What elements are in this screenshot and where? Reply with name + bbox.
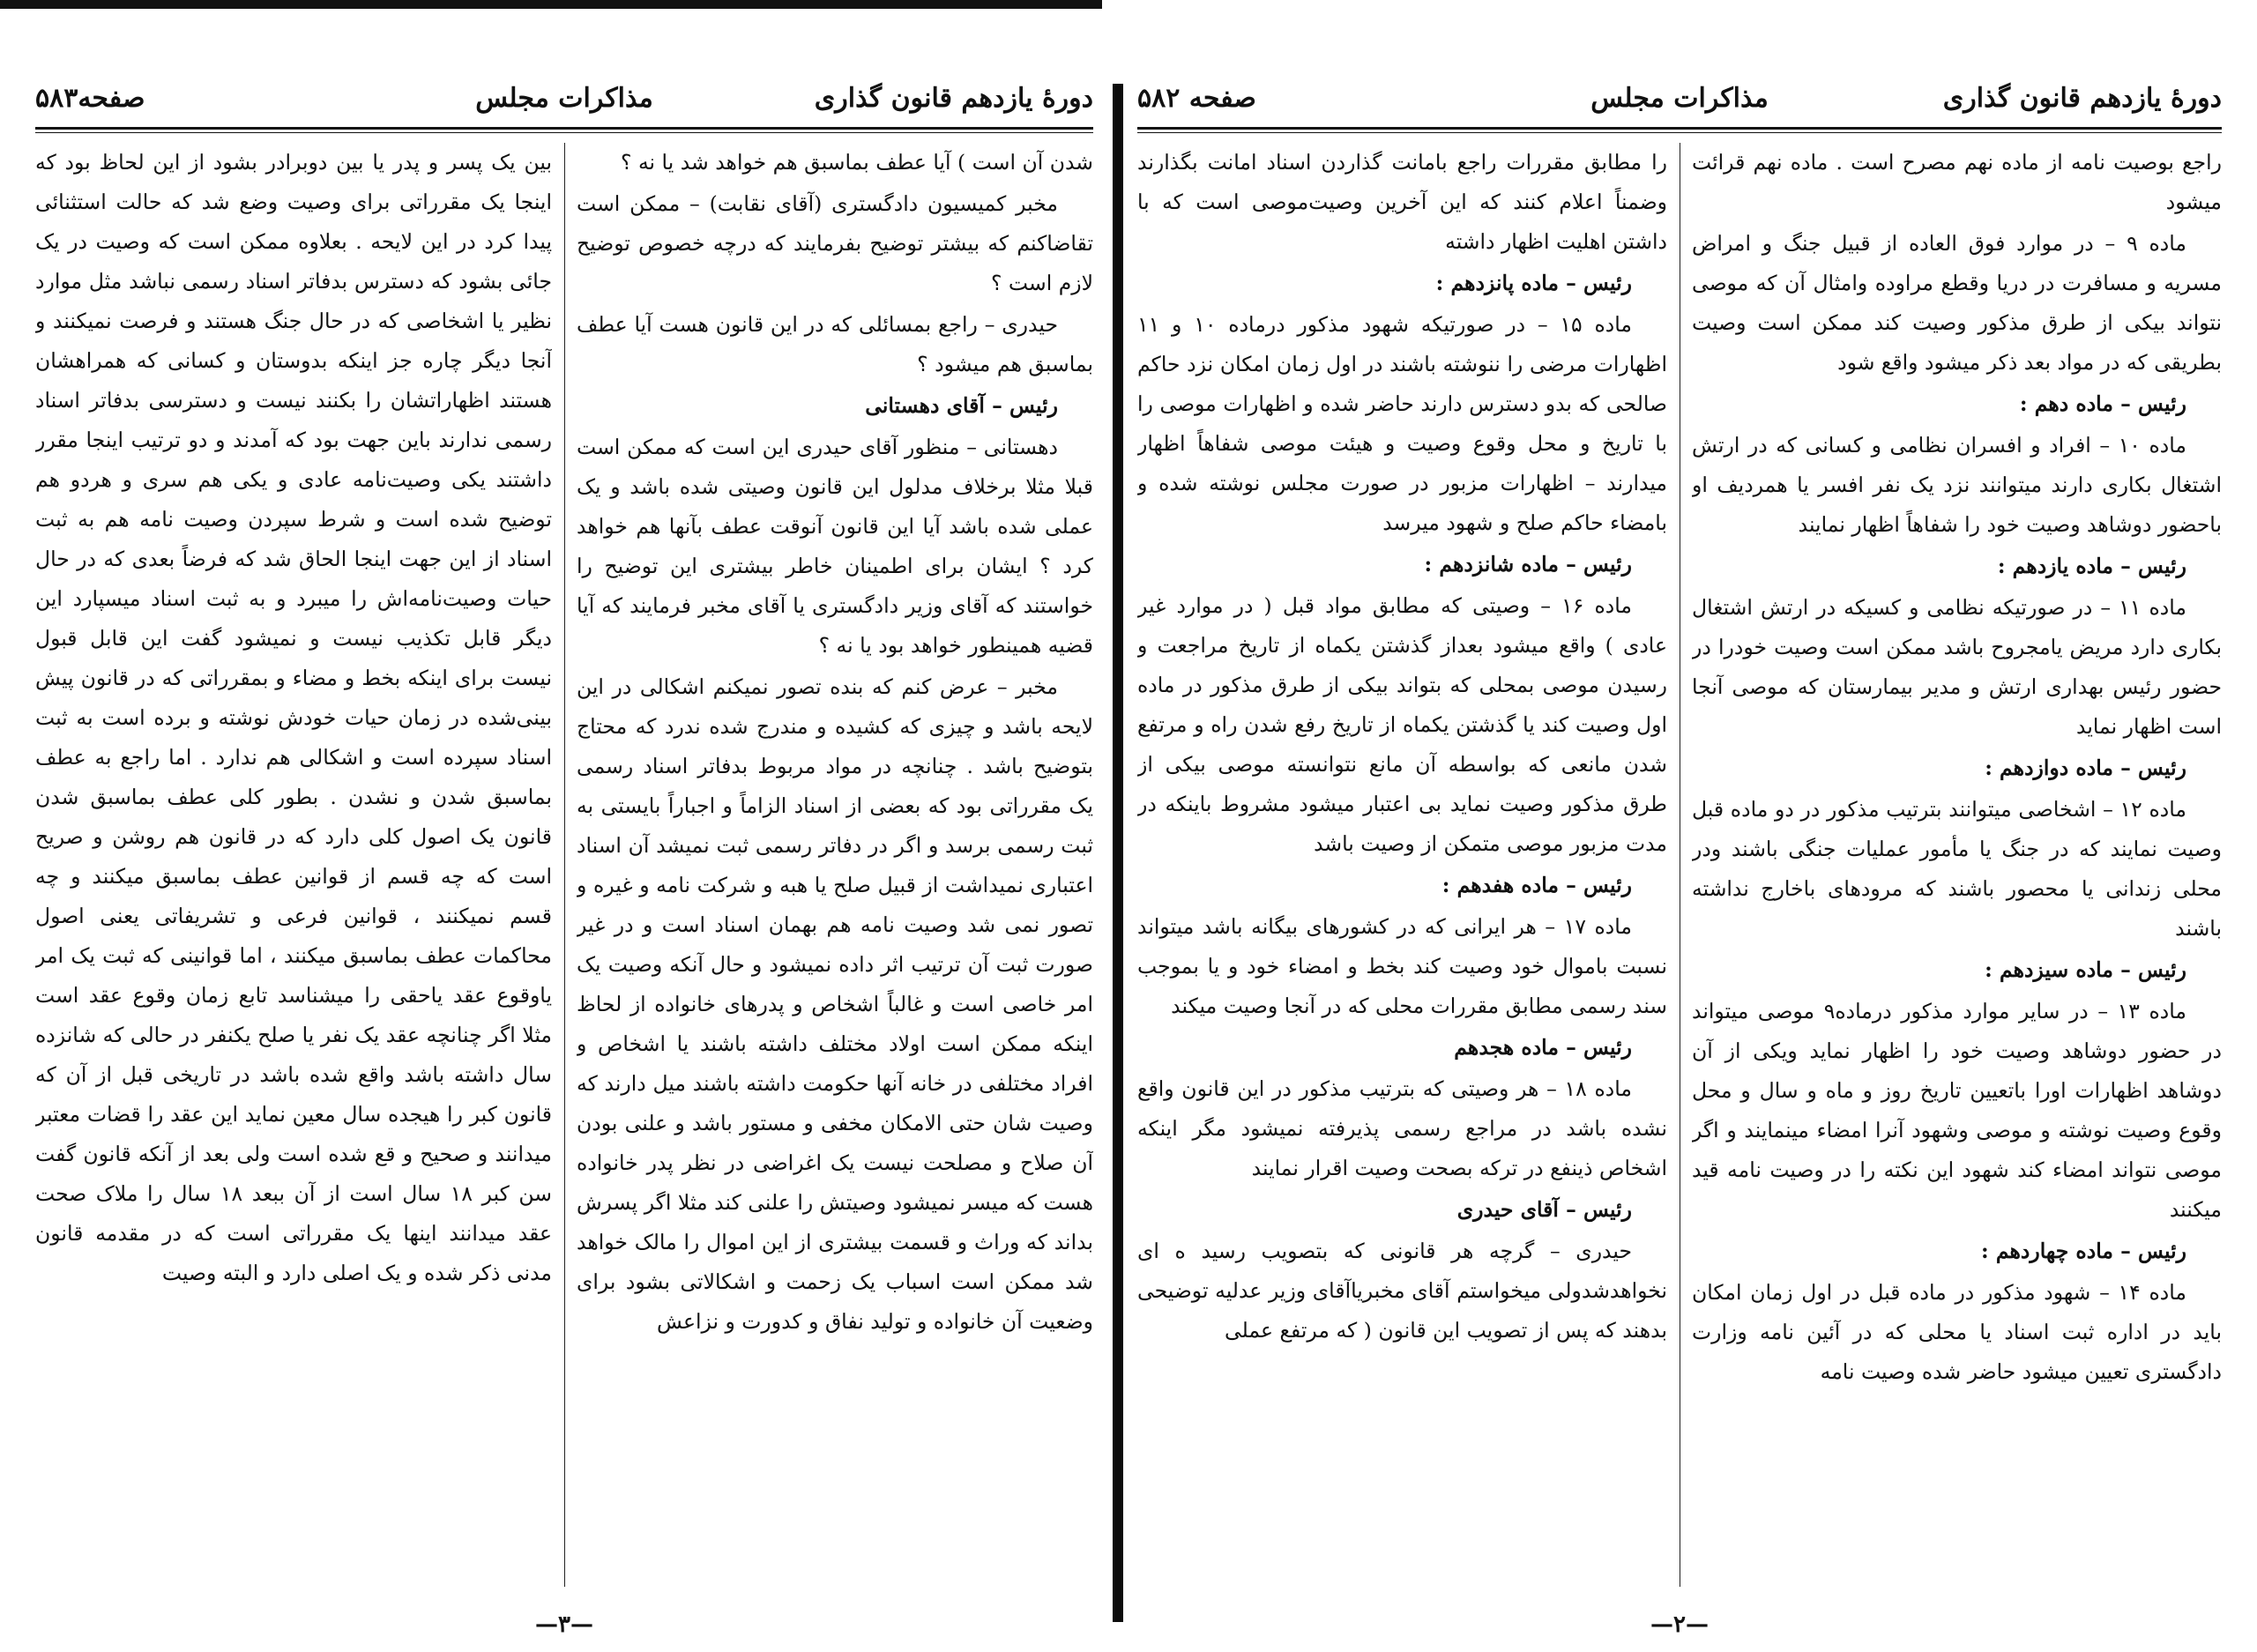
speaker-heading: رئیس – ماده شانزدهم :	[1424, 552, 1632, 577]
speaker-heading: رئیس – ماده یازدهم :	[1997, 554, 2186, 578]
header-page-number: صفحه۵۸۳	[35, 82, 145, 114]
paragraph: شدن آن است ) آیا عطف بماسبق هم خواهد شد یا نه ؟	[621, 150, 1093, 175]
header-rule-thin	[35, 132, 1093, 133]
column-left	[35, 143, 552, 1587]
left-page	[35, 71, 1093, 1648]
header-rule	[1137, 127, 2222, 130]
paragraph: ماده ۱۳ – در سایر موارد مذکور درماده۹ موصی میتواند در حضور دوشاهد وصیت خود را اظهار نماید ویکی از آن دوشاهد اظهارات اورا باتعیین تاریخ روز و ماه و سال و محل وقوع وصیت نوشته و موصی وشهود آنرا امضاء مینمایند و اگر موصی نتواند امضاء کند شهود این نکته را در وصیت نامه قید میکنند	[1692, 999, 2222, 1222]
header-center-title: مذاکرات مجلس	[1590, 83, 1769, 114]
column-right	[1692, 143, 2222, 1587]
speaker-heading: رئیس – ماده دوازدهم :	[1985, 755, 2186, 780]
right-page	[1137, 71, 2222, 1648]
paragraph: ماده ۱۷ – هر ایرانی که در کشورهای بیگانه باشد میتواند نسبت باموال خود وصیت کند بخط و امضاء خود و یا بموجب سند رسمی مطابق مقررات محلی که در آنجا وصیت میکند	[1137, 914, 1667, 1018]
speaker-heading: رئیس – ماده سیزدهم :	[1985, 957, 2186, 982]
speaker-heading: رئیس – ماده پانزدهم :	[1435, 271, 1632, 295]
speaker-heading: رئیس – ماده هجدهم	[1454, 1035, 1632, 1060]
column-divider	[564, 143, 565, 1587]
paragraph: بین یک پسر و پدر یا بین دوبرادر بشود از این لحاظ بود که اینجا یک مقرراتی برای وصیت وضع شد که حالت استثنائی پیدا کرد در این لایحه . بعلاوه ممکن است که وصیت در یک جائی بشود که دسترس بدفاتر اسناد رسمی نباشد مثل موارد نظیر یا اشخاصی که در حال جنگ هستند و فرصت نمیکنند و آنجا دیگر چاره جز اینکه بدوستان و کسانی که همراهشان هستند اظهاراتشان را بکنند نیست و دسترسی بدفاتر اسناد رسمی ندارند باین جهت بود که آمدند و دو ترتیب اینجا مقرر داشتند یکی وصیت‌نامه عادی و یکی هم سری و هردو هم توضیح شده است و شرط سپردن وصیت نامه هم به ثبت اسناد از این جهت اینجا الحاق شد که فرضاً بعدی که در حال حیات وصیت‌نامه‌اش را میبرد و به ثبت اسناد میسپارد این دیگر قابل تکذیب نیست و نمیشود گفت این قابل قبول نیست برای اینکه بخط و مضاء و بمقرراتی که در قانون پیش بینی‌شده در زمان حیات خودش نوشته و برده است به ثبت اسناد سپرده است و اشکالی هم ندارد . اما راجع به عطف بماسبق شدن و نشدن . بطور کلی عطف بماسبق شدن قانون یک اصول کلی دارد که در قانون هم روشن و صریح است که چه قسم از قوانین عطف بماسبق میکنند و چه قسم نمیکنند ، قوانین فرعی و تشریفاتی یعنی اصول محاکمات عطف بماسبق میکنند ، اما قوانینی که ثبت یک امر یاوقوع عقد یاحقی را میشناسد تابع زمان وقوع عقد است مثلا اگر چنانچه عقد یک نفر یا صلح یکنفر در حالی که شانزده سال داشته باشد واقع شده باشد در تاریخی قبل از آن که قانون کبر را هیجده سال معین نماید این عقد را قضات معتبر میدانند و صحیح و قع شده است ولی بعد از آنکه قانون گفت سن کبر ۱۸ سال است از آن ببعد ۱۸ سال را ملاک صحت عقد میدانند اینها یک مقرراتی است که در مقدمه قانون مدنی ذکر شده و یک اصلی دارد و البته وصیت	[35, 150, 552, 1285]
paragraph: ماده ۱۰ – افراد و افسران نظامی و کسانی که در ارتش اشتغال بکاری دارند میتوانند نزد یک نفر افسر یا همردیف او باحضور دوشاهد وصیت خود را شفاهاً اظهار نمایند	[1692, 433, 2222, 537]
paragraph: ماده ۱۸ – هر وصیتی که بترتیب مذکور در این قانون واقع نشده باشد در مراجع رسمی پذیرفته نمیشود مگر اینکه اشخاص ذینفع در ترکه بصحت وصیت اقرار نمایند	[1137, 1076, 1667, 1180]
paragraph: را مطابق مقررات راجع بامانت گذاردن اسناد امانت بگذارند وضمناً اعلام کنند که این آخرین وصیت‌موصی است که با داشتن اهلیت اظهار داشته	[1137, 150, 1667, 254]
paragraph: مخبر – عرض کنم که بنده تصور نمیکنم اشکالی در این لایحه باشد و چیزی که کشیده و مندرج شده ندرد که محتاج بتوضیح باشد . چنانچه در مواد مربوط بدفاتر اسناد رسمی یک مقرراتی بود که بعضی از اسناد الزاماً و اجباراً بایستی به ثبت رسمی برسد و اگر در دفاتر رسمی ثبت نمیشد آن اسناد اعتباری نمیداشت از قبیل صلح یا هبه و شرکت نامه و غیره و تصور نمی شد وصیت نامه هم بهمان اسناد است و در غیر صورت ثبت آن ترتیب اثر داده نمیشود و حال آنکه وصیت یک امر خاصی است و غالباً اشخاص و پدرهای خانواده از لحاظ اینکه ممکن است اولاد مختلف داشته باشند یا اشخاص و افراد مختلفی در خانه آنها حکومت داشته باشند میل دارند که وصیت شان حتی الامکان مخفی و مستور باشد و علنی بودن آن صلاح و مصلحت نیست یک اغراضی در نظر پدر خانواده هست که میسر نمیشود وصیتش را علنی کند مثلا اگر پسرش بداند که وراث و قسمت بیشتری از این اموال را مالک خواهد شد ممکن است اسباب یک زحمت و اشکالاتی بشود برای وضعیت آن خانواده و تولید نفاق و کدورت و نزاعش	[577, 674, 1093, 1334]
speaker-heading: رئیس – آقای حیدری	[1456, 1197, 1632, 1222]
paragraph: ماده ۱۶ – وصیتی که مطابق مواد قبل ( در موارد غیر عادی ) واقع میشود بعداز گذشتن یکماه از تاریخ مراجعت و رسیدن موصی بمحلی که بتواند بیکی از طرق مذکور در ماده اول وصیت کند یا گذشتن یکماه از تاریخ رفع شدن راه و مرتفع شدن مانعی که بواسطه آن مانع نتوانسته موصی بیکی از طرق مذکور وصیت نماید بی اعتبار میشود مشروط باینکه در مدت مزبور موصی متمکن از وصیت باشد	[1137, 593, 1667, 856]
column-left	[1137, 143, 1667, 1587]
paragraph: ماده ۹ – در موارد فوق العاده از قبیل جنگ و امراض مسریه و مسافرت در دریا وقطع مراوده وامثال آن که موصی نتواند بیکی از طرق مذکور وصیت کند ممکن است وصیت بطریقی که در مواد بعد ذکر میشود واقع شود	[1692, 231, 2222, 375]
header-term-title: دورهٔ یازدهم قانون گذاری	[1942, 82, 2222, 114]
column-right	[577, 143, 1093, 1587]
paragraph: راجع بوصیت نامه از ماده نهم مصرح است . ماده نهم قرائت میشود	[1692, 150, 2222, 214]
page-header	[35, 71, 1093, 125]
paragraph: ماده ۱۲ – اشخاصی میتوانند بترتیب مذکور در دو ماده قبل وصیت نمایند که در جنگ یا مأمور عملیات جنگی باشند ودر محلی زندانی یا محصور باشند که مرودهای باخارج نداشته باشند	[1692, 797, 2222, 941]
paragraph: مخبر کمیسیون دادگستری (آقای نقابت) – ممکن است تقاضاکنم که بیشتر توضیح بفرمایند که درچه خصوص توضیح لازم است ؟	[577, 191, 1093, 295]
speaker-heading: رئیس – ماده دهم :	[2019, 391, 2186, 416]
page-folio: —۲—	[1650, 1611, 1709, 1638]
header-center-title: مذاکرات مجلس	[475, 83, 653, 114]
paragraph: ماده ۱۱ – در صورتیکه نظامی و کسیکه در ارتش اشتغال بکاری دارد مریض یامجروح باشد ممکن است وصیت خودرا در حضور رئیس بهداری ارتش و مدیر بیمارستان که موصی آنجا است اظهار نماید	[1692, 595, 2222, 739]
paragraph: دهستانی – منظور آقای حیدری این است که ممکن است قبلا مثلا برخلاف مدلول این قانون وصیتی شده باشد و یک عملی شده باشد آیا این قانون آنوقت عطف بآنها هم خواهد کرد ؟ ایشان برای اطمینان خاطر بیشتری این توضیح را خواستند که آقای وزیر دادگستری یا آقای مخبر فرمایند که آیا قضیه همینطور خواهد بود یا نه ؟	[577, 435, 1093, 658]
text-columns	[1137, 143, 2222, 1587]
header-rule-thin	[1137, 132, 2222, 133]
paragraph: حیدری – گرچه هر قانونی که بتصویب رسید ه ای نخواهدشدولی میخواستم آقای مخبریاآقای وزیر عدلیه توضیحی بدهند که پس از تصویب این قانون ( که مرتفع عملی	[1137, 1239, 1667, 1343]
text-columns	[35, 143, 1093, 1587]
paragraph: حیدری – راجع بمسائلی که در این قانون هست آیا عطف بماسبق هم میشود ؟	[577, 312, 1093, 376]
scan-edge-line	[0, 0, 1102, 9]
paragraph: ماده ۱۴ – شهود مذکور در ماده قبل در اول زمان امکان باید در اداره ثبت اسناد یا محلی که در آئین نامه وزارت دادگستری تعیین میشود حاضر شده وصیت نامه	[1692, 1280, 2222, 1384]
header-page-number: صفحه ۵۸۲	[1137, 82, 1256, 114]
speaker-heading: رئیس – آقای دهستانی	[865, 393, 1058, 418]
book-binding-gutter	[1113, 84, 1123, 1622]
page-header	[1137, 71, 2222, 125]
header-rule	[35, 127, 1093, 130]
page-folio: —۳—	[535, 1611, 593, 1638]
header-term-title: دورهٔ یازدهم قانون گذاری	[814, 82, 1093, 114]
speaker-heading: رئیس – ماده هفدهم :	[1441, 873, 1632, 897]
paragraph: ماده ۱۵ – در صورتیکه شهود مذکور درماده ۱۰ و ۱۱ اظهارات مرضی را ننوشته باشند در اول زمان امکان نزد حاکم صالحی که بدو دسترس دارند حاضر شده و اظهارات موصی را با تاریخ و محل وقوع وصیت و هیئت موصی شفاهاً اظهار میدارند – اظهارات مزبور در صورت مجلس نوشته شده و بامضاء حاکم صلح و شهود میرسد	[1137, 312, 1667, 535]
speaker-heading: رئیس – ماده چهاردهم :	[1981, 1239, 2186, 1263]
